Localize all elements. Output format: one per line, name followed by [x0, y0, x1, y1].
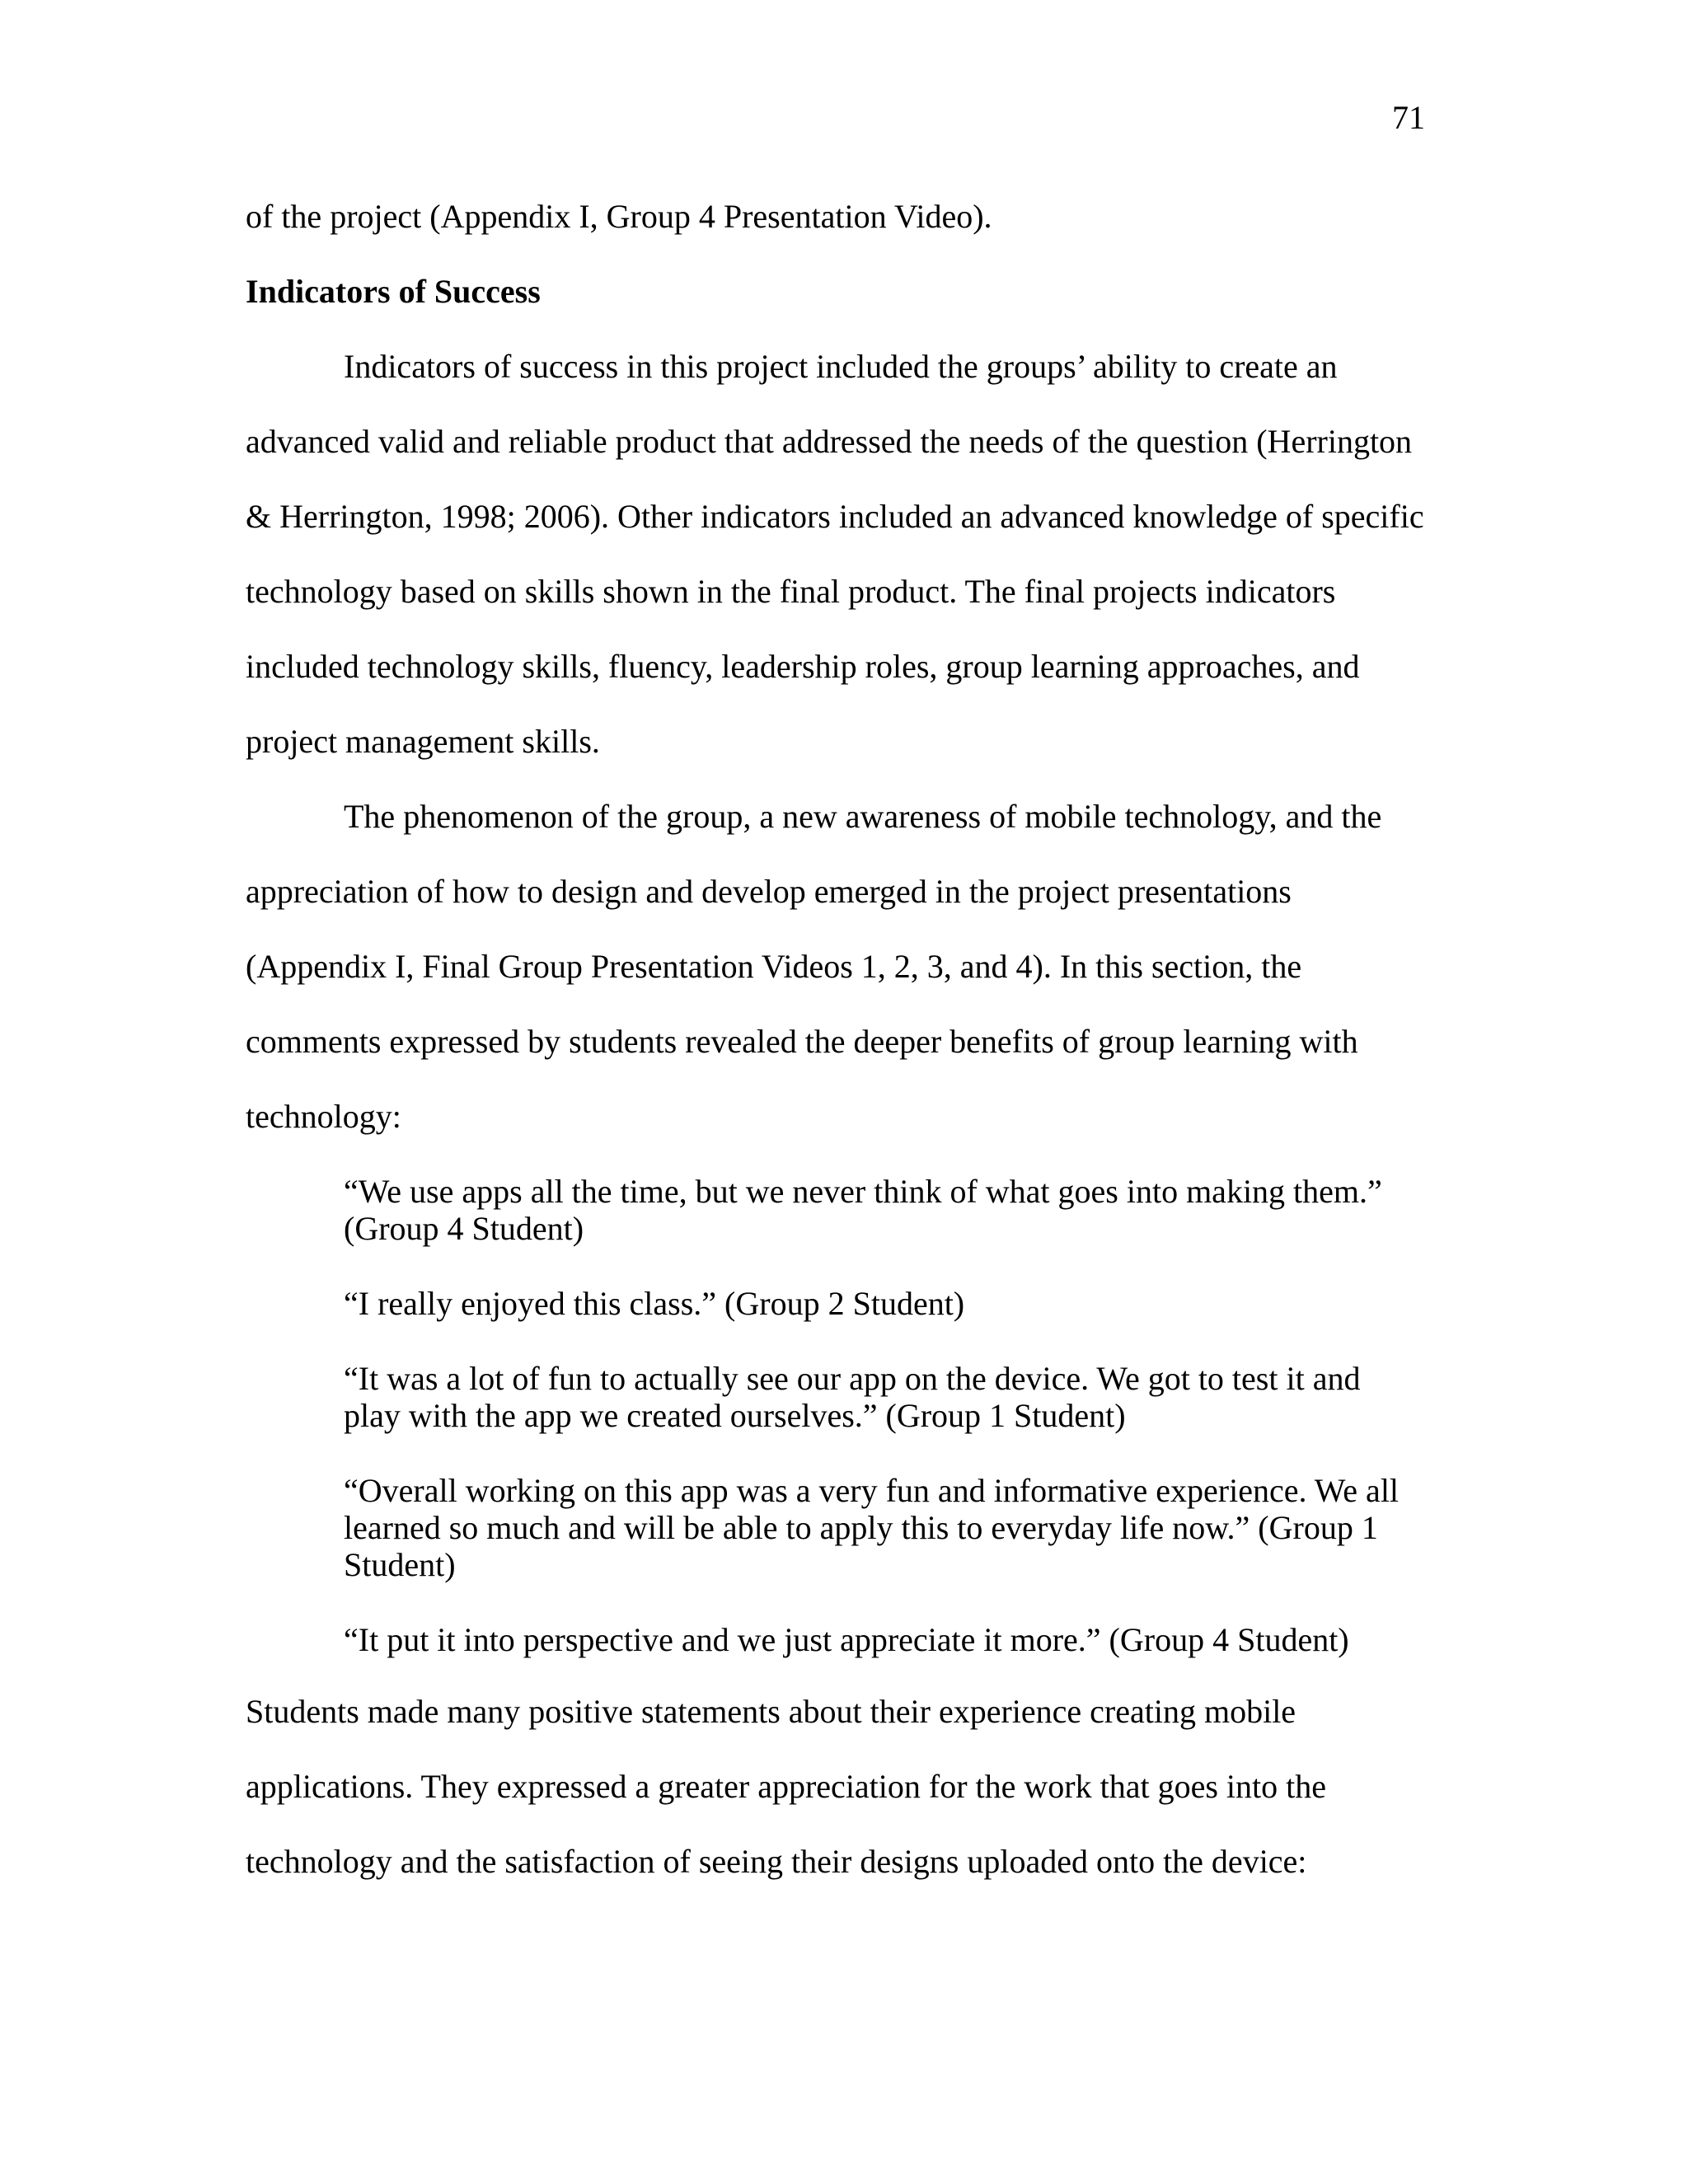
block-quote-line: Student) [344, 1546, 456, 1583]
block-quote-line: “It put it into perspective and we just appreciate it more.” (Group 4 Student) [344, 1621, 1349, 1658]
paragraph-line: technology: [246, 1098, 401, 1135]
page-number: 71 [1392, 99, 1425, 136]
block-quote-line: play with the app we created ourselves.” (Group 1 Student) [344, 1397, 1126, 1434]
paragraph-line: technology based on skills shown in the final product. The final projects indicators [246, 573, 1336, 610]
paragraph-line: technology and the satisfaction of seeing their designs uploaded onto the device: [246, 1843, 1307, 1880]
paragraph-line: project management skills. [246, 723, 600, 760]
block-quote-line: “It was a lot of fun to actually see our app on the device. We got to test it and [344, 1360, 1361, 1397]
paragraph-line: Students made many positive statements about their experience creating mobile [246, 1693, 1296, 1730]
block-quote-line: “Overall working on this app was a very fun and informative experience. We all [344, 1472, 1400, 1509]
paragraph-line: comments expressed by students revealed the deeper benefits of group learning with [246, 1023, 1358, 1060]
block-quote-line: “We use apps all the time, but we never think of what goes into making them.” [344, 1173, 1382, 1210]
section-heading: Indicators of Success [246, 273, 541, 310]
paragraph-line: appreciation of how to design and develop emerged in the project presentations [246, 873, 1292, 910]
block-quote-line: (Group 4 Student) [344, 1210, 584, 1247]
paragraph-line: The phenomenon of the group, a new awareness of mobile technology, and the [344, 798, 1382, 835]
paragraph-line: advanced valid and reliable product that addressed the needs of the question (Herrington [246, 423, 1413, 460]
paragraph-line: & Herrington, 1998; 2006). Other indicators included an advanced knowledge of specific [246, 498, 1424, 535]
paragraph-line: included technology skills, fluency, leadership roles, group learning approaches, and [246, 648, 1360, 685]
opening-line: of the project (Appendix I, Group 4 Presentation Video). [246, 198, 992, 235]
block-quote-line: “I really enjoyed this class.” (Group 2 Student) [344, 1285, 965, 1322]
block-quote-line: learned so much and will be able to apply this to everyday life now.” (Group 1 [344, 1509, 1378, 1546]
paragraph-line: applications. They expressed a greater appreciation for the work that goes into the [246, 1768, 1327, 1805]
paragraph-line: Indicators of success in this project included the groups’ ability to create an [344, 348, 1338, 385]
paragraph-line: (Appendix I, Final Group Presentation Videos 1, 2, 3, and 4). In this section, the [246, 948, 1302, 985]
